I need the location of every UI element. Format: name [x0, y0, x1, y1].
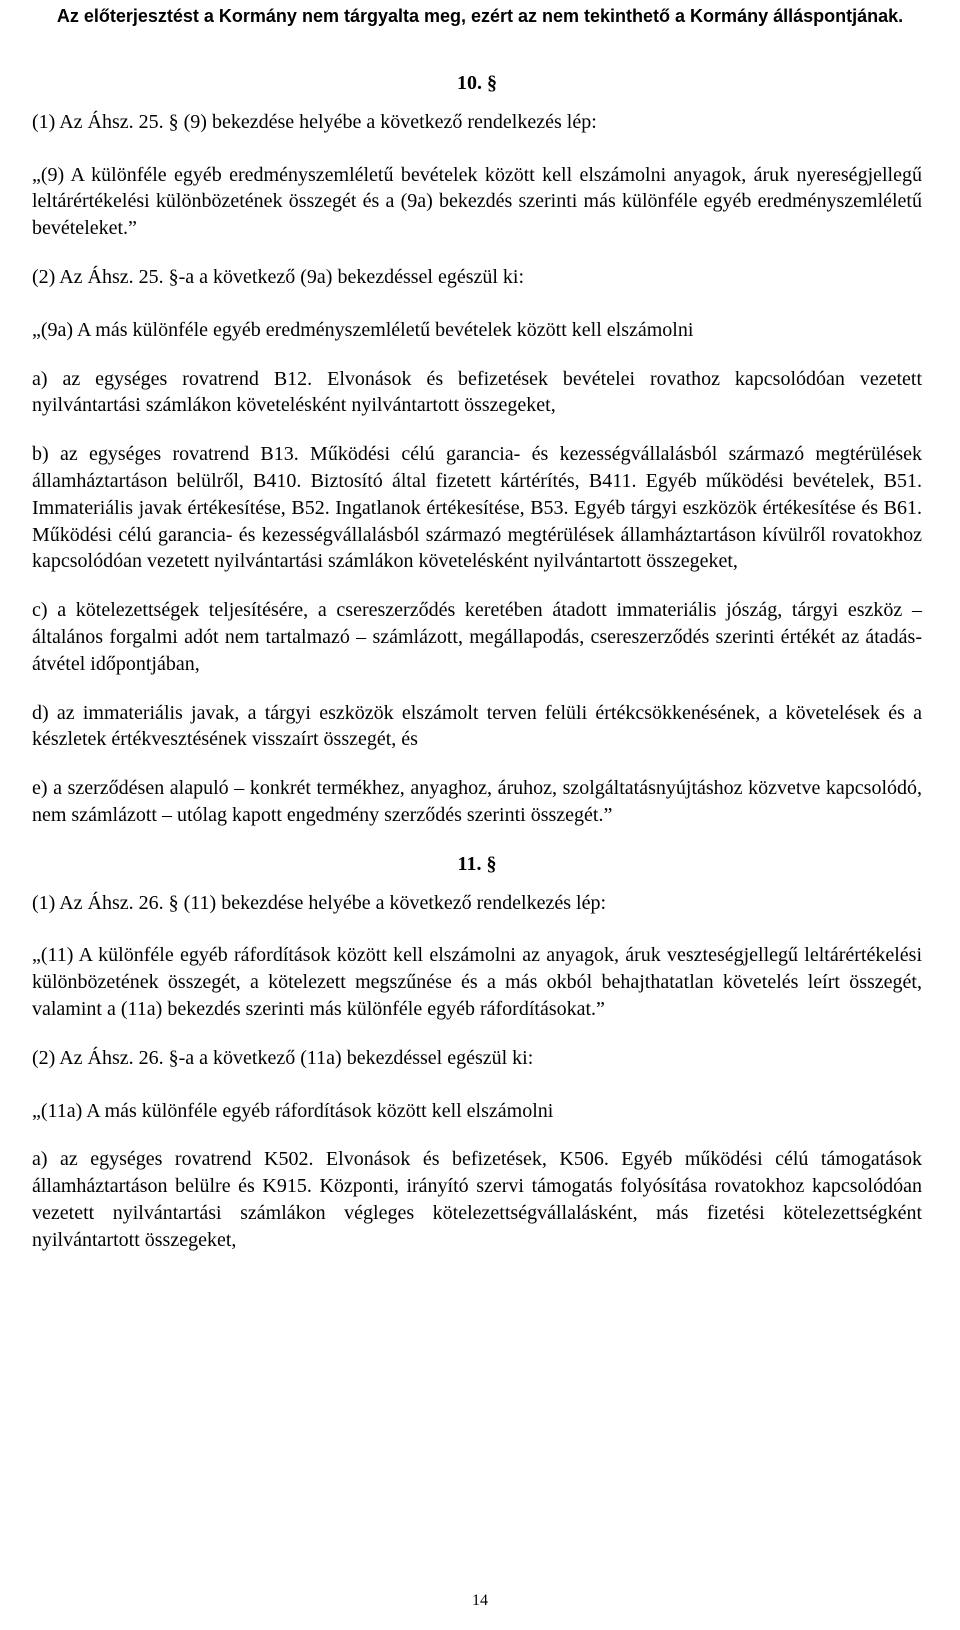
- section-10-item-b: b) az egységes rovatrend B13. Működési célú garancia- és kezességvállalásból származó megtérülések államháztartáson belülről, B410. Biztosító által fizetett kártérítés, B411. Egyéb működési bevételek, B51. Immateriális javak értékesítése, B52. Ingatlanok értékesítése, B53. Egyéb tárgyi eszközök értékesítése és B61. Működési célú garancia- és kezességvállalásból származó megtérülések államháztartáson kívülről rovatokhoz kapcsolódóan vezetett nyilvántartási számlákon követelésként nyilvántartott összegeket,: [32, 443, 922, 573]
- section-11-title: 11. §: [457, 852, 497, 875]
- page-number: 14: [472, 1592, 488, 1609]
- section-11-paragraph-1: (1) Az Áhsz. 26. § (11) bekezdése helyébe a következő rendelkezés lép:: [32, 891, 607, 914]
- section-10-paragraph-2: (2) Az Áhsz. 25. §-a a következő (9a) bekezdéssel egészül ki:: [32, 265, 525, 288]
- section-11-quote-11a: „(11a) A más különféle egyéb ráfordítások között kell elszámolni: [32, 1099, 554, 1122]
- section-10-item-e: e) a szerződésen alapuló – konkrét termékhez, anyaghoz, áruhoz, szolgáltatásnyújtáshoz közvetve kapcsolódó, nem számlázott – utólag kapott engedmény szerződés szerinti összegét.”: [32, 777, 922, 826]
- section-11-paragraph-2: (2) Az Áhsz. 26. §-a a következő (11a) bekezdéssel egészül ki:: [32, 1046, 534, 1069]
- section-11-item-a: a) az egységes rovatrend K502. Elvonások és befizetések, K506. Egyéb működési célú támogatások államháztartáson belülre és K915. Központi, irányító szervi támogatás folyósítása rovatokhoz kapcsolódóan vezetett nyilvántartási számlákon végleges kötelezettségvállalásként, más fizetési kötelezettségként nyilvántartott összegeket,: [32, 1148, 922, 1251]
- disclaimer-header: Az előterjesztést a Kormány nem tárgyalta meg, ezért az nem tekinthető a Kormány álláspontjának.: [56, 6, 904, 26]
- section-10-item-c: c) a kötelezettségek teljesítésére, a csereszerződés keretében átadott immateriális jószág, tárgyi eszköz – általános forgalmi adót nem tartalmazó – számlázott, megállapodás, csereszerződés szerinti értékét az átadás-átvétel időpontjában,: [32, 599, 922, 675]
- document-body: [32, 70, 922, 1276]
- section-10-quote-9: „(9) A különféle egyéb eredményszemléletű bevételek között kell elszámolni anyagok, áruk nyereségjellegű leltárértékelési különbözetének összegét és a (9a) bekezdés szerinti más különféle egyéb eredményszemléletű bevételeket.”: [32, 163, 922, 240]
- section-10-item-d: d) az immateriális javak, a tárgyi eszközök elszámolt terven felüli értékcsökkenésének, a követelések és a készletek értékvesztésének visszaírt összegét, és: [32, 701, 922, 751]
- section-11-quote-11: „(11) A különféle egyéb ráfordítások között kell elszámolni az anyagok, áruk veszteségjellegű leltárértékelési különbözetének összegét, a kötelezett megszűnése és a más okból behajthatatlan követelés leírt összegét, valamint a (11a) bekezdés szerinti más különféle egyéb ráfordításokat.”: [32, 944, 922, 1020]
- section-10-title: 10. §: [457, 72, 497, 94]
- section-10-item-a: a) az egységes rovatrend B12. Elvonások és befizetések bevételei rovathoz kapcsolódóan vezetett nyilvántartási számlákon követelésként nyilvántartott összegeket,: [32, 367, 922, 417]
- section-10-quote-9a: „(9a) A más különféle egyéb eredményszemléletű bevételek között kell elszámolni: [32, 318, 694, 341]
- section-10-paragraph-1: (1) Az Áhsz. 25. § (9) bekezdése helyébe a következő rendelkezés lép:: [32, 110, 597, 133]
